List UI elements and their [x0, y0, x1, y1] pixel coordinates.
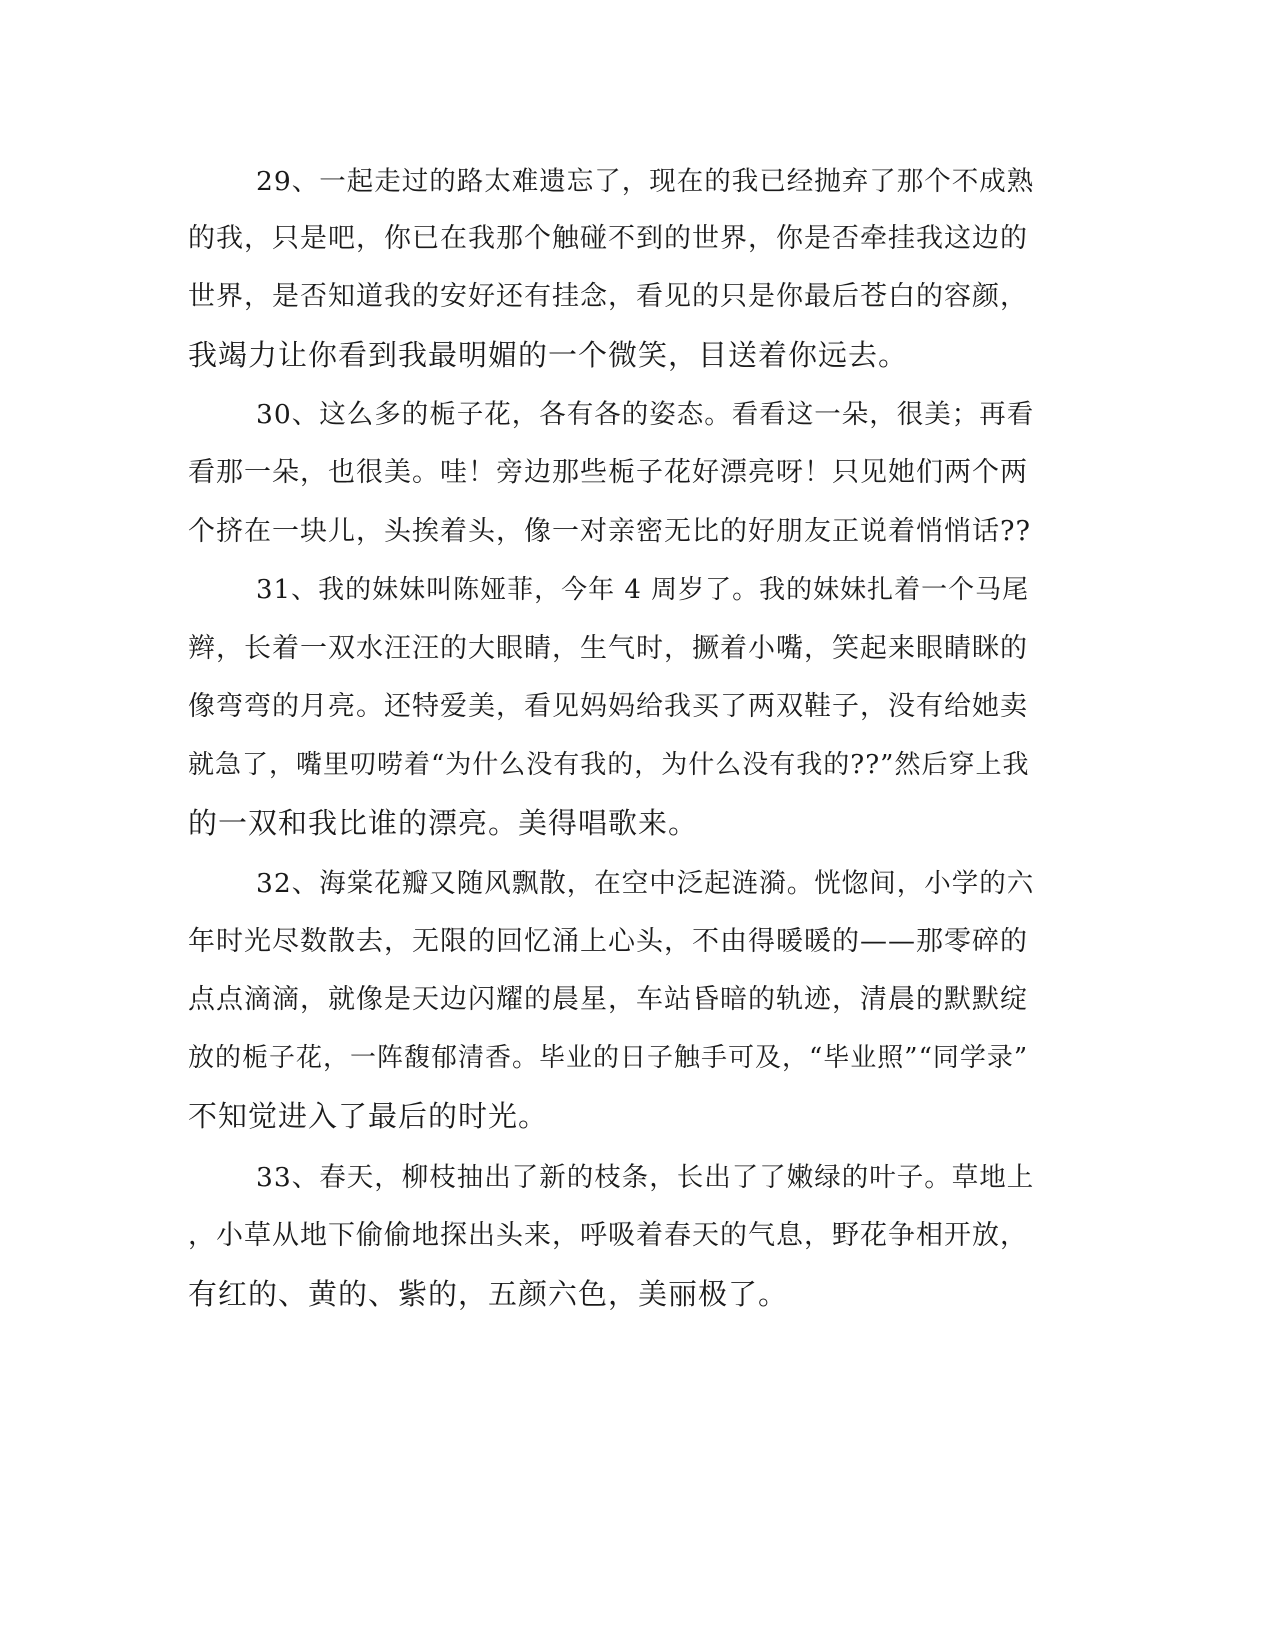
paragraph-29-line-4: 我竭力让你看到我最明媚的一个微笑，目送着你远去。 — [188, 338, 909, 372]
paragraph-32-line-4: 放的栀子花，一阵馥郁清香。毕业的日子触手可及，“毕业照”“同学录” — [188, 1043, 1029, 1073]
paragraph-31-line-2: 辫，长着一双水汪汪的大眼睛，生气时，撅着小嘴，笑起来眼睛眯的 — [188, 633, 1028, 664]
paragraph-33-line-3: 有红的、黄的、紫的，五颜六色，美丽极了。 — [188, 1277, 789, 1311]
paragraph-30-line-1: 30、这么多的栀子花，各有各的姿态。看看这一朵，很美；再看 — [256, 399, 1035, 430]
paragraph-32-line-1: 32、海棠花瓣又随风飘散，在空中泛起涟漪。恍惚间，小学的六 — [256, 868, 1035, 899]
paragraph-31-line-1: 31、我的妹妹叫陈娅菲，今年 4 周岁了。我的妹妹扎着一个马尾 — [256, 575, 1030, 605]
paragraph-29-line-2: 的我，只是吧，你已在我那个触碰不到的世界，你是否牵挂我这边的 — [188, 223, 1028, 254]
paragraph-31-line-5: 的一双和我比谁的漂亮。美得唱歌来。 — [188, 806, 699, 840]
paragraph-30-line-2: 看那一朵，也很美。哇！旁边那些栀子花好漂亮呀！只见她们两个两 — [188, 457, 1028, 488]
paragraph-32-line-5: 不知觉进入了最后的时光。 — [188, 1099, 549, 1133]
paragraph-31-line-4: 就急了，嘴里叨唠着“为什么没有我的，为什么没有我的??”然后穿上我 — [188, 750, 1030, 780]
paragraph-32-line-3: 点点滴滴，就像是天边闪耀的晨星，车站昏暗的轨迹，清晨的默默绽 — [188, 984, 1028, 1015]
paragraph-29-line-1: 29、一起走过的路太难遗忘了，现在的我已经抛弃了那个不成熟 — [256, 166, 1035, 197]
paragraph-31-line-3: 像弯弯的月亮。还特爱美，看见妈妈给我买了两双鞋子，没有给她卖 — [188, 691, 1028, 722]
paragraph-29-line-3: 世界，是否知道我的安好还有挂念，看见的只是你最后苍白的容颜， — [188, 281, 1028, 312]
paragraph-30-line-3: 个挤在一块儿，头挨着头，像一对亲密无比的好朋友正说着悄悄话?? — [188, 516, 1031, 547]
paragraph-33-line-2: ，小草从地下偷偷地探出头来，呼吸着春天的气息，野花争相开放， — [188, 1220, 1028, 1251]
paragraph-33-line-1: 33、春天，柳枝抽出了新的枝条，长出了了嫩绿的叶子。草地上 — [256, 1162, 1035, 1193]
paragraph-32-line-2: 年时光尽数散去，无限的回忆涌上心头，不由得暖暖的——那零碎的 — [188, 926, 1028, 957]
